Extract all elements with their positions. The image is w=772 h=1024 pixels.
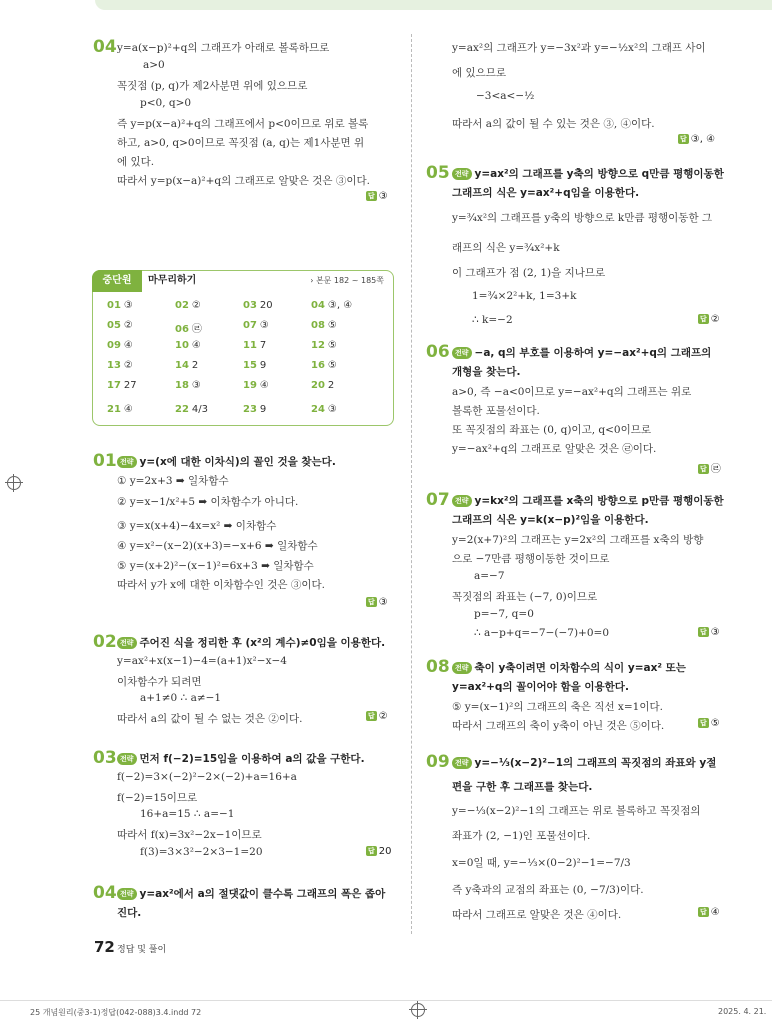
review-item: 15 9 (243, 360, 267, 371)
page-number: 72 (94, 938, 115, 956)
answer-mark: 답 ⑤ (700, 718, 720, 729)
solution-line: 따라서 그래프의 축이 y축이 아닌 것은 ⑤이다. (452, 720, 665, 732)
solution-line: 좌표가 (2, −1)인 포물선이다. (452, 830, 591, 842)
solution-line: x=0일 때, y=−⅓×(0−2)²−1=−7/3 (452, 857, 631, 869)
review-item: 21 ④ (107, 404, 133, 415)
solution-line: a+1≠0 ∴ a≠−1 (140, 692, 222, 704)
solution-line: ⑤ y=(x+2)²−(x−1)²=6x+3 ➡ 일차함수 (117, 560, 314, 572)
strategy-line: 전략 먼저 f(−2)=15임을 이용하여 a의 값을 구한다. (117, 751, 365, 766)
strategy-line: 전략 y=−⅓(x−2)²−1의 그래프의 꼭짓점의 좌표와 y절 (452, 755, 716, 770)
review-item: 06 ㉣ (175, 324, 202, 335)
solution-line: 래프의 식은 y=¾x²+k (452, 242, 560, 254)
solution-line: 따라서 그래프로 알맞은 것은 ④이다. (452, 909, 622, 921)
review-item: 24 ③ (311, 404, 337, 415)
solution-line: ∴ k=−2 (472, 314, 513, 326)
review-item: 11 7 (243, 340, 267, 351)
answer-mark: 답 ④ (700, 907, 720, 918)
answer-mark: 답 ③, ④ (680, 134, 716, 145)
review-item: 14 2 (175, 360, 199, 371)
strategy-line: 그래프의 식은 y=k(x−p)²임을 이용한다. (452, 514, 649, 526)
strategy-line: 전략 y=(x에 대한 이차식)의 꼴인 것을 찾는다. (117, 454, 336, 469)
solution-line: y=a(x−p)²+q의 그래프가 아래로 볼록하므로 (117, 42, 330, 54)
review-item: 04 ③, ④ (311, 300, 353, 311)
solution-line: −3<a<−½ (476, 90, 535, 102)
strategy-badge: 전략 (117, 753, 137, 765)
answer-mark: 답 ② (368, 711, 388, 722)
solution-line: ② y=x−1/x²+5 ➡ 이차함수가 아니다. (117, 496, 299, 508)
solution-line: 이 그래프가 점 (2, 1)을 지나므로 (452, 267, 606, 279)
review-header (92, 270, 392, 292)
solution-line: y=2(x+7)²의 그래프는 y=2x²의 그래프를 x축의 방향 (452, 534, 704, 546)
problem-number: 04 (93, 37, 117, 57)
review-item: 09 ④ (107, 340, 133, 351)
solution-line: y=ax²의 그래프가 y=−3x²과 y=−½x²의 그래프 사이 (452, 42, 706, 54)
problem-number: 07 (426, 490, 450, 510)
strategy-badge: 전략 (452, 662, 472, 674)
solution-line: 이차함수가 되려면 (117, 676, 202, 688)
problem-number: 09 (426, 752, 450, 772)
solution-line: 에 있다. (117, 156, 155, 168)
solution-line: 따라서 f(x)=3x²−2x−1이므로 (117, 829, 262, 841)
review-tag: 중단원 (92, 270, 142, 292)
problem-number: 03 (93, 748, 117, 768)
review-item: 20 2 (311, 380, 335, 391)
review-page-ref: › 본문 182 ~ 185쪽 (310, 276, 384, 285)
registration-mark (411, 1003, 425, 1017)
solution-line: 또 꼭짓점의 좌표는 (0, q)이고, q<0이므로 (452, 424, 652, 436)
review-item: 19 ④ (243, 380, 269, 391)
review-title: 마무리하기 (148, 275, 197, 286)
strategy-badge: 전략 (452, 168, 472, 180)
solution-line: 즉 y축과의 교점의 좌표는 (0, −7/3)이다. (452, 884, 644, 896)
solution-line: ① y=2x+3 ➡ 일차함수 (117, 475, 229, 487)
answer-mark: 답 ③ (368, 191, 388, 202)
answer-mark: 답 ② (700, 314, 720, 325)
strategy-line: 개형을 찾는다. (452, 366, 521, 378)
answer-mark: 답 ③ (368, 597, 388, 608)
strategy-badge: 전략 (452, 757, 472, 769)
strategy-line: y=ax²+q의 꼴이어야 함을 이용한다. (452, 681, 629, 693)
review-item: 16 ⑤ (311, 360, 337, 371)
review-item: 23 9 (243, 404, 267, 415)
solution-line: y=¾x²의 그래프를 y축의 방향으로 k만큼 평행이동한 그 (452, 212, 713, 224)
answer-mark: 답 ③ (700, 627, 720, 638)
review-item: 03 20 (243, 300, 273, 311)
problem-number: 01 (93, 451, 117, 471)
solution-line: 따라서 y=p(x−a)²+q의 그래프로 알맞은 것은 ③이다. (117, 175, 371, 187)
solution-line: a=−7 (474, 570, 505, 582)
problem-number: 05 (426, 163, 450, 183)
print-divider (0, 1000, 772, 1001)
print-file-info: 25 개념원리(중3-1)정답(042-088)3.4.indd 72 (30, 1008, 202, 1017)
registration-mark (7, 476, 21, 490)
strategy-line: 진다. (117, 907, 142, 919)
strategy-badge: 전략 (452, 347, 472, 359)
page-footer-label: 정답 및 풀이 (117, 945, 167, 955)
solution-line: 에 있으므로 (452, 67, 507, 79)
solution-line: p=−7, q=0 (474, 608, 534, 620)
solution-line: 따라서 y가 x에 대한 이차함수인 것은 ③이다. (117, 579, 326, 591)
review-item: 02 ② (175, 300, 201, 311)
solution-line: y=ax²+x(x−1)−4=(a+1)x²−x−4 (117, 655, 287, 667)
solution-line: 즉 y=p(x−a)²+q의 그래프에서 p<0이므로 위로 볼록 (117, 118, 369, 130)
review-item: 10 ④ (175, 340, 201, 351)
answer-mark: 답 ㉣ (700, 464, 721, 475)
answer-mark: 답 20 (368, 846, 392, 857)
review-item: 18 ③ (175, 380, 201, 391)
problem-number: 04 (93, 883, 117, 903)
solution-line: 꼭짓점의 좌표는 (−7, 0)이므로 (452, 591, 598, 603)
review-item: 22 4/3 (175, 404, 209, 415)
strategy-badge: 전략 (452, 495, 472, 507)
review-item: 01 ③ (107, 300, 133, 311)
solution-line: ④ y=x²−(x−2)(x+3)=−x+6 ➡ 일차함수 (117, 540, 318, 552)
strategy-line: 전략 y=ax²에서 a의 절댓값이 클수록 그래프의 폭은 좁아 (117, 886, 385, 901)
review-item: 08 ⑤ (311, 320, 337, 331)
review-item: 07 ③ (243, 320, 269, 331)
solution-line: a>0 (143, 59, 165, 71)
chevron-right-icon: › (310, 276, 314, 285)
problem-number: 02 (93, 632, 117, 652)
solution-line: ∴ a−p+q=−7−(−7)+0=0 (474, 627, 610, 639)
top-band (95, 0, 772, 10)
strategy-badge: 전략 (117, 637, 137, 649)
solution-line: f(3)=3×3²−2×3−1=20 (140, 846, 263, 858)
problem-number: 08 (426, 657, 450, 677)
strategy-line: 전략 y=ax²의 그래프를 y축의 방향으로 q만큼 평행이동한 (452, 166, 724, 181)
print-date: 2025. 4. 21. (718, 1007, 767, 1016)
strategy-line: 전략 y=kx²의 그래프를 x축의 방향으로 p만큼 평행이동한 (452, 493, 724, 508)
solution-line: 따라서 a의 값이 될 수 있는 것은 ③, ④이다. (452, 118, 655, 130)
solution-line: p<0, q>0 (140, 97, 192, 109)
review-item: 12 ⑤ (311, 340, 337, 351)
review-item: 13 ② (107, 360, 133, 371)
column-divider (411, 34, 412, 934)
solution-line: ③ y=x(x+4)−4x=x² ➡ 이차함수 (117, 520, 277, 532)
strategy-line: 그래프의 식은 y=ax²+q임을 이용한다. (452, 187, 640, 199)
review-item: 17 27 (107, 380, 137, 391)
solution-line: 꼭짓점 (p, q)가 제2사분면 위에 있으므로 (117, 80, 308, 92)
solution-line: 볼록한 포물선이다. (452, 405, 540, 417)
solution-line: ⑤ y=(x−1)²의 그래프의 축은 직선 x=1이다. (452, 701, 663, 713)
solution-line: f(−2)=15이므로 (117, 792, 198, 804)
strategy-line: 전략 축이 y축이려면 이차함수의 식이 y=ax² 또는 (452, 660, 686, 675)
strategy-line: 편을 구한 후 그래프를 찾는다. (452, 781, 593, 793)
solution-line: f(−2)=3×(−2)²−2×(−2)+a=16+a (117, 771, 297, 783)
solution-line: 1=¾×2²+k, 1=3+k (472, 290, 577, 302)
solution-line: a>0, 즉 −a<0이므로 y=−ax²+q의 그래프는 위로 (452, 386, 692, 398)
strategy-line: 전략 −a, q의 부호를 이용하여 y=−ax²+q의 그래프의 (452, 345, 711, 360)
solution-line: 하고, a>0, q>0이므로 꼭짓점 (a, q)는 제1사분면 위 (117, 137, 365, 149)
review-item: 05 ② (107, 320, 133, 331)
problem-number: 06 (426, 342, 450, 362)
strategy-badge: 전략 (117, 888, 137, 900)
solution-line: y=−ax²+q의 그래프로 알맞은 것은 ㉣이다. (452, 443, 657, 455)
solution-line: y=−⅓(x−2)²−1의 그래프는 위로 볼록하고 꼭짓점의 (452, 805, 701, 817)
solution-line: 따라서 a의 값이 될 수 없는 것은 ②이다. (117, 713, 303, 725)
solution-line: 16+a=15 ∴ a=−1 (140, 808, 235, 820)
solution-line: 으로 −7만큼 평행이동한 것이므로 (452, 553, 610, 565)
strategy-line: 전략 주어진 식을 정리한 후 (x²의 계수)≠0임을 이용한다. (117, 635, 385, 650)
strategy-badge: 전략 (117, 456, 137, 468)
